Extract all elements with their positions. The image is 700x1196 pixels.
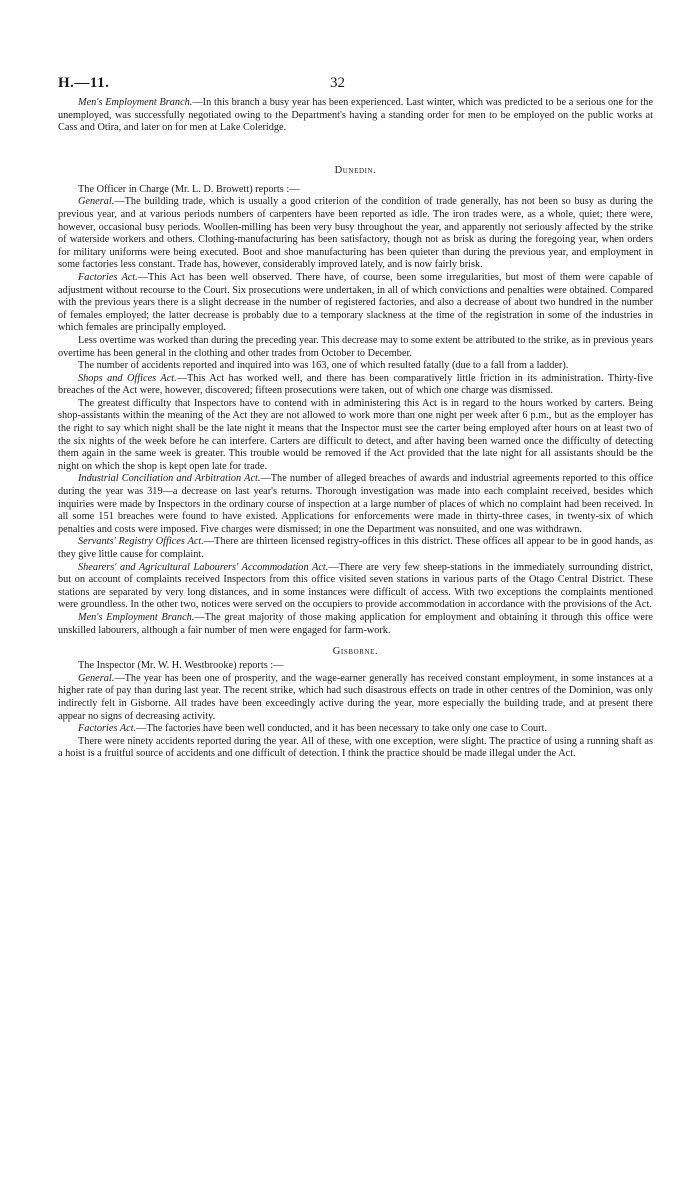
paragraph-text: —This Act has worked well, and there has been comparatively little friction in its administration. Thirty-five breaches of the Act were, however, discovered; fifteen prosecutions were taken, out of which one charge was dismissed. xyxy=(58,372,653,397)
paragraph-shops xyxy=(58,373,653,398)
paragraph-text: —The great majority of those making application for employment and obtaining it through this office were unskilled labourers, although a fair number of men were engaged for farm-work. xyxy=(58,611,653,636)
page-header xyxy=(58,75,653,97)
paragraph-text: —The number of alleged breaches of awards and industrial agreements reported to this office during the year was 319—a decrease on last year's returns. Thorough investigation was made into each complaint received, besides which inquiries were made by Inspectors in the ordinary course of inspection at a large number of places of which no complaint had been received. In all some 151 breaches were found to have existed. Applications for enforcements were made in thirty-three cases, in twenty-six of which penalties and costs were imposed. Five charges were dismissed; in one the Department was nonsuited, and one was withdrawn. xyxy=(58,473,653,535)
section-lead: Factories Act. xyxy=(78,723,137,735)
page-content xyxy=(58,75,653,761)
section-lead: Shearers' and Agricultural Labourers' Accommodation Act. xyxy=(78,561,329,573)
paragraph-factories xyxy=(58,272,653,335)
section-lead: Men's Employment Branch. xyxy=(78,97,193,108)
paragraph-accidents: The number of accidents reported and inquired into was 163, one of which resulted fatally (due to a fall from a ladder). xyxy=(78,360,569,372)
paragraph-general xyxy=(58,196,653,272)
paragraph-general xyxy=(58,673,653,723)
paragraph-text: —There are thirteen licensed registry-offices in this district. These offices all appear to be in good hands, as they give little cause for complaint. xyxy=(58,536,653,560)
section-lead: Factories Act. xyxy=(78,271,138,283)
paragraph-carters: The greatest difficulty that Inspectors have to contend with in administering this Act is in regard to the hours worked by carters. Being shop-assistants within the meaning of the Act they are not allowed to work more than one night per week after 6 p.m., but as the employer has the right to say which night shall be the late night it means that the Inspector must see the carter being employed after hours on at least two of the six nights of the week before he can interfere. Carters are difficult to detect, and after having been warned once the difficulty of detecting them again in the same week is greater. This trouble would be removed if the Act provided that the late night for all assistants should be the night on which the shop is kept open late for trade. xyxy=(58,397,653,472)
section-lead: General. xyxy=(78,196,115,208)
document-id: H.—11. xyxy=(58,75,110,91)
paragraph-servants xyxy=(58,536,653,561)
section-lead: Men's Employment Branch. xyxy=(78,611,195,623)
paragraph-text: —There are very few sheep-stations in the immediately surrounding district, but on account of complaints received Inspectors from this office visited seven stations in various parts of the Otago Central District. These stations are separated by very long distances, and in some instances were difficult of access. With two exceptions the complaints mentioned were groundless. In the other two, notices were served on the occupiers to provide accommodation in accordance with the provisions of the Act. xyxy=(58,561,653,611)
section-heading-gisborne: Gisborne. xyxy=(332,646,379,658)
section-heading-dunedin: Dunedin. xyxy=(334,164,377,176)
intro-paragraph xyxy=(58,97,653,135)
paragraph-mens-employment xyxy=(58,612,653,637)
paragraph-text: —The year has been one of prosperity, and the wage-earner generally has received constant employment, in some instances at a higher rate of pay than during last year. The recent strike, which had such disastrous effects on trade in other centres of the Dominion, was only indirectly felt in Gisborne. All trades have been exceedingly active during the year, more especially the building trade, and at present there appear no signs of decreasing activity. xyxy=(58,672,653,722)
paragraph-text: —This Act has been well observed. There have, of course, been some irregularities, but most of them were capable of adjustment without recourse to the Court. Six prosecutions were undertaken, in all of which convictions and penalties were obtained. Compared with the previous years there is a slight decrease in the number of registered factories, and also a decrease of about two hundred in the number of females employed; the latter decrease is probably due to a temporary slackness at the time of the registration in some of the industries in which females are principally employed. xyxy=(58,271,654,334)
paragraph-industrial xyxy=(58,473,653,536)
paragraph-text: —The building trade, which is usually a good criterion of the condition of trade generally, has not been so busy as during the previous year, and at various periods numbers of carpenters have been reported as idle. The iron trades were, as a whole, quiet; there were, however, occasional busy periods. Woollen-milling has been very busy throughout the year, and apparently not seriously affected by the strike of waterside workers and others. Clothing-manufacturing has been satisfactory, though not as brisk as during the foregoing year, when orders for military uniforms were being executed. Boot and shoe manufacturing has been quieter than during the previous year, and employment in some factories less constant. Trade has, however, considerably improved lately, and is now fairly brisk. xyxy=(58,196,653,271)
paragraph-accidents: There were ninety accidents reported during the year. All of these, with one exception, were slight. The practice of using a running shaft as a hoist is a fruitful source of accidents and one difficult of detection. I think the practice should be made illegal under the Act. xyxy=(58,735,653,760)
paragraph-shearers xyxy=(58,562,653,612)
section-lead: Servants' Registry Offices Act. xyxy=(78,536,204,548)
reports-line: The Officer in Charge (Mr. L. D. Browett) reports :— xyxy=(78,183,300,195)
reports-line: The Inspector (Mr. W. H. Westbrooke) reports :— xyxy=(78,660,284,672)
paragraph-factories xyxy=(58,723,653,736)
paragraph-text: —In this branch a busy year has been experienced. Last winter, which was predicted to be a serious one for the unemployed, was successfully negotiated owing to the Department's having a standing order for men to be employed on the public works at Cass and Otira, and later on for men at Lake Coleridge. xyxy=(58,97,653,134)
paragraph-text: —The factories have been well conducted, and it has been necessary to take only one case to Court. xyxy=(136,723,548,735)
section-lead: Shops and Offices Act. xyxy=(78,372,177,384)
section-lead: General. xyxy=(78,672,115,684)
paragraph-overtime: Less overtime was worked than during the preceding year. This decrease may to some extent be attributed to the strike, as in previous years overtime has been general in the clothing and other trades from October to December. xyxy=(58,334,653,359)
page-number: 32 xyxy=(330,75,345,91)
section-lead: Industrial Conciliation and Arbitration Act. xyxy=(78,473,261,485)
